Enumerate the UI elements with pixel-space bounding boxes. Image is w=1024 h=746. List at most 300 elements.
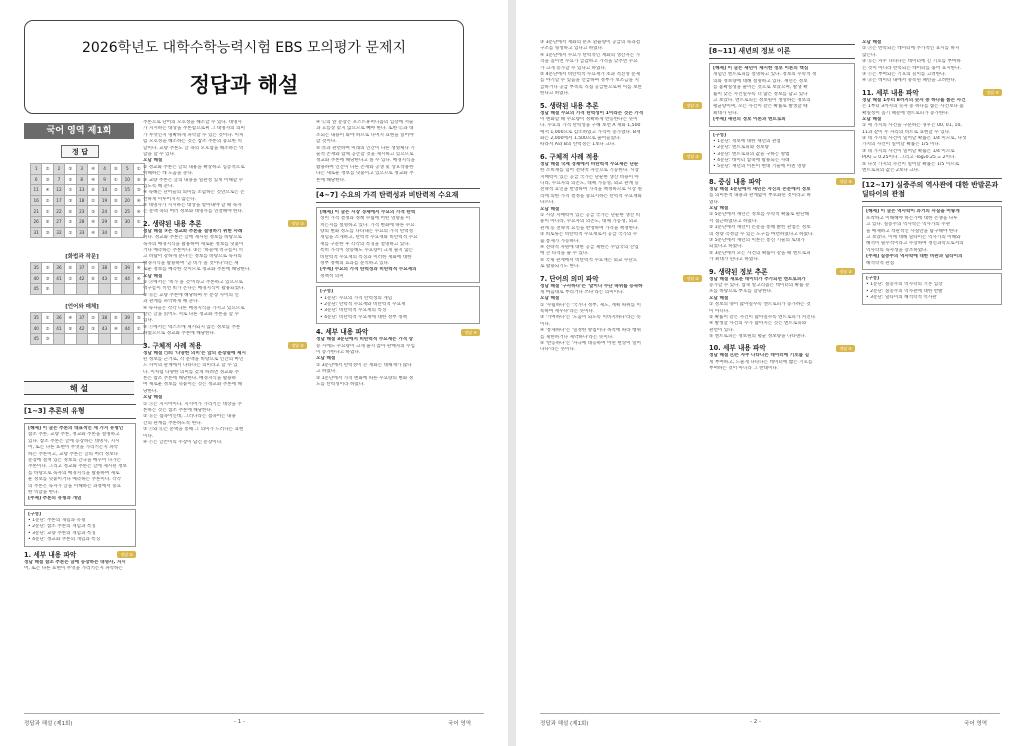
answer-row	[31, 334, 145, 345]
text-line: 론은 참조 추론에 해당한다. 배경지식을 활용하	[143, 376, 237, 382]
text-line: 구조를 형성하고 있다고 하였다.	[540, 46, 604, 52]
text-line: 로운 정보를 예측한 것이므로 정교화 추론에 해당한다.	[143, 267, 251, 273]
text-line: 간의 관계를 추론하도록 한다.	[143, 420, 203, 426]
text-line: 급하거나 공급 부족의 직접 공급한으로써 이를 보완	[540, 84, 642, 90]
question-number: 40	[31, 273, 42, 284]
text-line: 출 통제가 가능하다.	[540, 238, 580, 244]
text-line: [주제] 추론의 유형과 개념	[28, 496, 82, 502]
text-line: • 2문단: 엔트로피와 정보량	[713, 145, 769, 151]
text-line: ④ 전략적 자원에 대한 공급 제한은 수입국의 산업	[540, 244, 639, 250]
question-number: 28	[76, 216, 87, 227]
answer-choice: ⑤	[42, 216, 53, 227]
answer-tag: 정답 ④	[983, 89, 1002, 96]
text-line: • 3문단: 엔트로피의 값을 구하는 방법	[713, 151, 790, 157]
text-line: • 4문단: 비탄력적 수요재에 대한 정부 정책	[320, 314, 407, 320]
answer-choice: ④	[87, 174, 98, 185]
page-number: - 2 -	[750, 719, 761, 725]
answer-choice: ③	[42, 273, 53, 284]
answer-choice	[110, 334, 121, 345]
question-number: 29	[99, 216, 110, 227]
text-line: ④ ⓔ는 글쓴이의 주장이 담긴 문장이다.	[143, 439, 223, 445]
question-label: 11. 세부 내용 파악	[862, 88, 919, 97]
text-line: 오답 해설	[143, 395, 163, 401]
question-number: 6	[31, 174, 42, 185]
text-line: 정답 해설 수요의 가격 탄력성이 1이라는 것은 가격	[540, 110, 644, 116]
text-line: ② 1문단에서 섀넌이 논문을 통해 밝힌 관점은 정보	[709, 225, 811, 231]
answer-choice: ④	[42, 185, 53, 196]
answer-row	[31, 195, 145, 206]
text-line: 를 야기할 수 있음을 언급하며 정부가 보조금을 지	[540, 78, 639, 84]
text-line: 화는 2,000에서 1,500으로 줄어들었다.	[540, 136, 621, 142]
text-line: 로 활용되기도 한다.	[540, 264, 580, 270]
answer-choice: ③	[133, 313, 144, 324]
text-line: 정답 해설 1문단에서 섀넌은 자신의 논문에서 정보	[709, 186, 811, 192]
answer-choice: ④	[133, 263, 144, 274]
text-line: 문장에 걸쳐 있는 정보의 간극을 메꾸어 나가는	[28, 457, 122, 463]
passage-summary-box	[709, 63, 855, 127]
question-number: 1	[31, 164, 42, 175]
text-line: 과 관계를 파악하게 해 준다.	[143, 299, 200, 305]
text-line: ⑤ 대명사가 지시하는 대상을 알아내야 할 때 독자	[143, 203, 242, 209]
question-title	[862, 88, 1002, 98]
text-line: 다르다.	[540, 200, 555, 206]
text-line: • 1문단: 실증주의 역사학의 기본 입장	[866, 282, 943, 288]
question-number: 30	[122, 216, 133, 227]
question-number	[53, 334, 64, 345]
answer-row	[31, 323, 145, 334]
question-number: 41	[53, 323, 64, 334]
text-line: ⑤ 엔트로피는 정보원의 평균 정보량을 나타낸다.	[709, 334, 807, 340]
text-line: • 1문단: 수요의 가격 탄력성의 개념	[320, 295, 393, 301]
text-line: [주제] 수요의 가격 탄력성과 비탄력적 수요재의	[320, 267, 417, 273]
text-line: 론하는 것은 참조 추론에 해당한다.	[143, 408, 213, 414]
text-line: ② ⓑ는 접속어인데, 그러나라는 접속어는 내용	[143, 414, 236, 420]
section-title: 국어 영역 제1회	[24, 123, 134, 139]
text-line: 가 무엇인지 명확하게 파악할 수 있는 것이다. 이처	[143, 132, 244, 138]
passage-summary-box	[24, 423, 136, 506]
text-line: ④ 독자들은 각각 다른 배경지식을 가지고 있으므로	[143, 305, 245, 311]
question-number: 43	[99, 323, 110, 334]
answer-choice: ③	[42, 334, 53, 345]
text-line: P(A) = 0.25이다. 그리고 -log₂0.25 = 2이다.	[862, 155, 956, 161]
answer-grid-hwajak	[30, 262, 145, 295]
text-line: [구성]	[320, 289, 334, 295]
text-line: 고 보았다. 이에 대해 딜타이는 역사가의 이해와	[866, 234, 961, 240]
text-line: ① 3문단에서 탄력성이 큰 재화는 대체재가 많다	[316, 362, 412, 368]
answer-choice: ①	[87, 263, 98, 274]
answer-row	[31, 227, 145, 238]
question-number	[99, 334, 110, 345]
text-line: 도를 탄력성이라 하였다.	[316, 381, 365, 387]
answer-choice: ②	[110, 227, 121, 238]
question-label: 7. 단어의 의미 파악	[540, 274, 599, 283]
text-line: 률이 낮은 사건일수록 더 많은 정보를 담고 있다	[713, 91, 808, 97]
answer-row	[31, 206, 145, 217]
text-line: 오답 해설	[709, 206, 729, 212]
answer-choice: ⑤	[133, 174, 144, 185]
text-line: 한 역할을 한다.	[28, 489, 60, 495]
question-number: 37	[76, 263, 87, 274]
text-line: 정답 해설 3문단에서 비탄력적 수요재는 가격 상	[316, 337, 414, 343]
question-explanation	[709, 277, 855, 341]
question-label: 10. 세부 내용 파악	[709, 344, 766, 353]
question-title	[709, 343, 855, 353]
answer-choice: ⑤	[65, 263, 76, 274]
question-number: 4	[99, 164, 110, 175]
text-line: 격을 높이면 수요가 급감하고 가격을 낮추면 수요	[540, 59, 638, 65]
title-banner	[24, 20, 464, 114]
answer-choice	[110, 284, 121, 295]
footer-left: 정답과 해설 (제1회)	[24, 721, 73, 727]
answer-choice: ④	[133, 195, 144, 206]
column-1	[540, 40, 702, 710]
text-line: 정답 해설 ③은 정교화 추론을 설명하기 위한 사례	[143, 228, 243, 234]
passage-structure-box	[709, 130, 855, 174]
text-line: ③ 교량 추론은 글의 내용을 일관성 있게 이해할 수	[143, 177, 244, 183]
passage-structure-box	[316, 286, 480, 324]
text-line: 에서 1,000으로 감소하였고 가격이 증가했다. B재	[540, 129, 641, 135]
question-title	[143, 219, 307, 229]
text-line: 정답 해설 참조 추론은 글에 등장하는 대명사, 지시	[24, 559, 126, 565]
text-line: 니라, 수요자의 의존도, 대체 가능성, 외교 관계 등	[540, 181, 639, 187]
text-line: [해제] 이 글은 섀넌이 제시한 정보 이론의 핵심	[713, 66, 809, 71]
text-line: 게 부여하고, 드물게 나타나는 데이터에 짧은 기호를	[709, 359, 813, 365]
answer-tag: 정답 ③	[683, 102, 702, 109]
text-line: [해제] 이 글은 역사학이 과거의 사실을 어떻게	[866, 209, 960, 215]
text-line: [구성]	[28, 511, 42, 517]
question-label: 4. 세부 내용 파악	[316, 328, 369, 337]
question-number	[53, 284, 64, 295]
text-line: • 3문단: 교량 추론의 개념과 특징	[28, 530, 96, 536]
question-number: 40	[31, 323, 42, 334]
text-line: 가 최대가 된다고 하였다.	[709, 257, 760, 263]
answer-choice: ③	[42, 174, 53, 185]
text-line: 최대가 된다.	[713, 110, 739, 116]
text-line: 먹구름이 끼면 비가 온다는 배경지식이 활용되었다.	[143, 286, 245, 292]
text-line: 승 시에도 수요량이 크게 줄지 않아 판매자의 수입	[316, 343, 415, 349]
question-number: 42	[76, 273, 87, 284]
question-number: 35	[31, 313, 42, 324]
answer-tag: 정답 ②	[117, 551, 136, 558]
text-line: 정교화 추론에 해당한다고 볼 수 있다. 배경지식을	[316, 158, 415, 164]
question-number: 5	[122, 164, 133, 175]
text-line: 배경지식을 활용하여 '곧 비가 올 것이다'라는 새	[143, 260, 239, 266]
text-line: 할 것이다.	[316, 139, 337, 145]
question-number: 37	[76, 313, 87, 324]
passage-heading: [1~3] 추론의 유형	[24, 404, 136, 419]
text-line: 는 것이 아니라 반복되는 데이터를 묶어 표시한다.	[862, 65, 961, 71]
answer-choice: ⑤	[87, 185, 98, 196]
hwajak-label: [화법과 작문]	[65, 254, 99, 260]
text-line: ⑤ ⓒ에서는 텍스트에 제시되지 않은 정보를 추론	[143, 324, 241, 330]
text-line: 이 아니다.	[709, 308, 730, 314]
text-line: 할이다. 교량 추론도 글 속의 모호함을 해소하는 역	[143, 145, 244, 151]
text-line: • 3문단: 딜타이의 해석학적 역사관	[866, 295, 937, 301]
text-line: 리에 의한 가격 결정을 중요시하는 탄력적 수요재와	[540, 193, 642, 199]
text-line: 전략적 요인을 반영하여 가격을 책정하므로 시장 원	[540, 187, 642, 193]
text-line: 관련이 있다.	[709, 327, 735, 333]
page-1	[0, 0, 508, 746]
text-line: 할을 할 수 있다.	[143, 151, 176, 157]
passage-heading: [12~17] 실증주의 역사관에 대한 반발론과 딜타이의 관점	[862, 178, 1002, 202]
text-line: ⑤ 3문단에서 모든 사건의 확률이 같을 때 엔트로피	[709, 250, 811, 256]
question-number: 22	[53, 206, 64, 217]
text-line: [주제] 섀넌의 정보 이론과 엔트로피	[713, 117, 786, 123]
text-line: 오답 해설	[709, 295, 729, 301]
text-line: ③ 5문단에서 섀넌의 이론은 통신 기술의 토대가	[709, 237, 805, 243]
text-line: 정답 해설 ㉠의 '다양한 의미'는 앞의 문장들에 제시	[143, 350, 246, 356]
continued-text	[540, 40, 702, 98]
text-line: 따라서 A와 B의 탄력성은 1보다 크다.	[540, 142, 616, 148]
text-line: ④ 1문단에서 수요가 탄력적인 재화의 생산자는 가	[540, 52, 641, 58]
question-title	[540, 101, 702, 111]
text-line: 오답 해설	[143, 273, 163, 279]
text-line: 지배력이 있는 공급 국가는 단순한 생산 비용이 아	[540, 174, 639, 180]
question-number: 26	[31, 216, 42, 227]
answer-choice: ④	[87, 164, 98, 175]
passage-structure-box	[24, 509, 136, 547]
question-explanation	[540, 284, 702, 354]
text-line: • 2문단: 실증주의 역사관에 대한 반발	[866, 288, 943, 294]
question-number: 45	[31, 334, 42, 345]
answer-explanation-title: 정답과 해설	[189, 73, 299, 97]
text-line: 조되는 내용이 와야 하므로 나머지 표현을 읽어야	[316, 132, 414, 138]
question-explanation	[316, 337, 480, 388]
question-number: 13	[76, 185, 87, 196]
question-number: 18	[76, 195, 87, 206]
text-line: 를 불확실성을 줄이는 것으로 보았으며, 발생 확	[713, 85, 808, 91]
text-line: 를 제한하거나 제약하다'라는 뜻이다.	[540, 334, 614, 340]
answer-choice: ④	[87, 216, 98, 227]
text-line: [구성]	[713, 132, 727, 138]
text-line: • 2문단: 참조 추론의 개념과 특징	[28, 524, 96, 530]
text-line: 다. 수요의 가격 탄력성을 구해 보면 A 재화 1,500	[540, 123, 641, 129]
text-line: 포착하고 이해해야 하는가에 대한 논쟁을 다루	[866, 215, 958, 221]
answer-grid-eonmae	[30, 312, 145, 345]
answer-choice	[65, 334, 76, 345]
question-number: 44	[122, 323, 133, 334]
text-line: ② 희토류는 비탄력적 수요재로서 공급 국가의 수	[540, 232, 638, 238]
question-number	[122, 227, 133, 238]
answer-choice	[87, 284, 98, 295]
answer-choice: ③	[110, 263, 121, 274]
answer-choice: ②	[42, 323, 53, 334]
text-line: ④ '통제하다'는 '일정한 방침이나 목적에 따라 행위	[540, 328, 641, 334]
text-line: 의 정량 측정할 수 있는 도구를 마련하였다고 하였다.	[709, 231, 814, 237]
question-explanation	[540, 162, 702, 271]
text-line: [해제] 이 글은 시장 경제에서 수요의 가격 탄력	[320, 209, 416, 215]
eonmae-label: [언어와 매체]	[65, 304, 99, 310]
text-line: 운 정보를 덧붙이거나 예측하는 추론이다. 각각	[28, 477, 122, 483]
answer-row	[31, 174, 145, 185]
answer-choice: ⑤	[110, 164, 121, 175]
text-line: 술적 존재와 함께 공존할 것을 제시하고 있으므로	[316, 151, 414, 157]
text-line: 평균량이며, 모든 사건이 같은 확률로 발생할 때	[713, 104, 808, 110]
answer-choice: ②	[65, 174, 76, 185]
text-line: 치는지를 설명하고 있다. 가격 변화에 따른 수요	[320, 222, 415, 228]
answer-tag: 정답 ④	[461, 329, 480, 336]
text-line: 용이 아니라, 수요자의 의존도, 대체 가능성, 외교	[540, 219, 638, 225]
text-line: 된 정보를 근거로, 각 문맥을 바탕으로 인간의 마인	[143, 356, 244, 362]
answer-choice: ①	[133, 164, 144, 175]
answer-choice: ③	[65, 195, 76, 206]
text-line: ⑤ 다섯 가지의 사건이 일어날 확률은 1/5 이므로	[862, 161, 960, 167]
text-line: 고 보았다. 엔트로피는 정보원이 생성하는 정보의	[713, 97, 811, 103]
text-line: ① 시장 지배력이 있는 공급 국가는 단순한 생산 비	[540, 212, 641, 218]
answer-choice	[87, 334, 98, 345]
answer-choice: ③	[87, 323, 98, 334]
question-title	[709, 177, 855, 187]
text-line: 추론이다. 그리고 정교화 추론은 글에 제시된 정보	[28, 464, 127, 470]
text-line: 여 새로운 정보를 덧붙이는 것은 정교화 추론에 해	[143, 382, 242, 388]
text-line: 역사학의 독자성을 강조하였다.	[866, 247, 929, 253]
text-line: 전하게 이루어지지 않는다.	[143, 196, 197, 202]
question-number: 39	[122, 263, 133, 274]
question-number: 45	[31, 284, 42, 295]
text-line: ① 5문단에서 섀넌은 정보를 수학적 확률로 판단해	[709, 212, 810, 218]
answer-choice: ⑤	[65, 323, 76, 334]
question-number: 25	[122, 206, 133, 217]
text-line: 확실성이 높기 때문에 엔트로피가 증가한다.	[862, 110, 950, 116]
answer-choice: ③	[87, 206, 98, 217]
text-line: 이다. 정교화 추론은 글에 제시된 정보를 바탕으로	[143, 235, 242, 241]
footer-divider	[540, 713, 1000, 714]
answer-tag: 정답 ⑤	[836, 345, 855, 352]
answer-choice: ③	[65, 164, 76, 175]
passage-heading: [4~7] 수요의 가격 탄력성과 비탄력적 수요재	[316, 188, 480, 203]
text-line: 이다.	[143, 433, 154, 439]
question-explanation	[24, 560, 136, 573]
text-line: • 4문단: 정교화 추론의 개념과 특징	[28, 537, 101, 543]
question-number	[76, 334, 87, 345]
answer-choice: ②	[42, 164, 53, 175]
text-line: 엔트로피의 값은 2보다 크다.	[862, 168, 920, 174]
column-1	[24, 400, 136, 710]
question-number: 36	[53, 263, 64, 274]
passage-summary-box	[316, 207, 480, 283]
question-number: 8	[76, 174, 87, 185]
text-line: 이 변화할 때 수요량이 정확하게 반응한다는 뜻이	[540, 116, 638, 122]
text-line: 드 사이의 관계에서 나타나는 의미라고 할 수 있	[143, 363, 238, 369]
text-line: ② ⓑ는 교량 추론에 해당하며 두 문장 사이의 인	[143, 292, 239, 298]
text-line: ① 정보의 양이 많아질수록 엔트로피가 증가하는 것	[709, 302, 811, 308]
text-line: 오답 해설	[143, 158, 163, 164]
question-number: 38	[99, 313, 110, 324]
text-line: 이 증가한다고 하였다.	[316, 349, 361, 355]
text-line: 11과 같이 두 자리의 비트로 표현할 수 있다.	[862, 129, 951, 135]
text-line: 오답 해설	[540, 296, 560, 302]
question-number: 34	[99, 227, 110, 238]
footer-right: 국어 영역	[964, 721, 988, 727]
question-number: 2	[53, 164, 64, 175]
question-number: 11	[31, 185, 42, 196]
exam-title: 2026학년도 대학수학능력시험 EBS 모의평가 문제지	[82, 40, 406, 56]
text-line: 참조 추론, 교량 추론, 정교화 추론을 설명하고	[28, 432, 120, 438]
text-line: 재를 구분한 후 각각의 특징을 설명하고 있다.	[320, 241, 411, 247]
text-line: 를 의미론적 내용과 관계없이 부호화된 것이라고 하	[709, 193, 811, 199]
text-line: • 5문단: 섀넌의 이론이 현대 기술에 미친 영향	[713, 164, 806, 170]
question-number: 38	[99, 263, 110, 274]
answer-choice: ②	[110, 206, 121, 217]
answer-choice: ①	[42, 313, 53, 324]
answer-choice: ④	[65, 313, 76, 324]
text-line: 증가할 수 있다. 압축 알고리즘은 데이터의 확률 분	[709, 282, 810, 288]
text-line: 는 문맥 속의 여러 정보와 대명사를 연결해야 한다.	[143, 209, 244, 215]
text-line: [해제] 이 글은 추론의 대표적인 세 가지 유형인	[28, 426, 124, 431]
text-line: 이다.	[540, 321, 551, 327]
text-line: ① 세 가지의 사건을 구분하는 경우는 00, 01, 10,	[862, 123, 962, 129]
question-explanation	[709, 187, 855, 264]
question-number: 15	[122, 185, 133, 196]
text-line: 였다.	[709, 199, 720, 205]
answer-row	[31, 263, 145, 274]
text-line: 개념을 소개하고, 탄력적 수요재와 비탄력적 수요	[320, 235, 418, 241]
text-line: 의 추론은 독자가 글을 이해하는 과정에서 중요	[28, 483, 122, 489]
answer-choice: ①	[133, 323, 144, 334]
answer-choice: ③	[110, 216, 121, 227]
text-line: 있다.	[143, 318, 154, 324]
text-line: 은 1부터 3까지의 숫자 중 하나를 뽑는 사건보다 불	[862, 104, 964, 110]
answer-choice: ②	[110, 273, 121, 284]
text-line: ⑤ ㉤과 관련하여 미래의 인간이 다른 생명체나 기	[316, 145, 415, 151]
answer-tag: 정답 ②	[683, 275, 702, 282]
answer-tag: 정답 ③	[683, 153, 702, 160]
text-line: ④ 발생할 사건의 수가 많아지는 것은 엔트로피와	[709, 321, 807, 327]
answer-choice: ③	[42, 227, 53, 238]
continued-text	[316, 120, 480, 184]
text-line: ⑤ 국제 관계에서 비탄력적 수요재는 외교 수단으	[540, 257, 638, 263]
question-number: 10	[122, 174, 133, 185]
answer-row	[31, 284, 145, 295]
question-number: 20	[122, 195, 133, 206]
footer-left: 정답과 해설 (제1회)	[540, 721, 589, 727]
text-line: 비탄력적 수요재의 특징과 이러한 재화에 대한	[320, 254, 412, 260]
answer-choice: ②	[42, 195, 53, 206]
text-line: ⑤ '반응하다'는 '자극에 대응하여 어떤 현상이 일어	[540, 341, 641, 347]
answer-choice: ⑤	[110, 313, 121, 324]
answer-key-label: 정 답	[61, 145, 99, 158]
text-line: 거나 예측하는 추론이다. ③은 '하늘에 먹구름이 끼	[143, 248, 243, 254]
answer-tag: 정답 ⑤	[288, 342, 307, 349]
answer-choice: ⑤	[42, 284, 53, 295]
page-2	[516, 0, 1024, 746]
answer-choice: ①	[42, 206, 53, 217]
question-number: 39	[122, 313, 133, 324]
answer-choice: ③	[133, 185, 144, 196]
text-line: 정책적 의미	[320, 273, 344, 279]
text-line: 되었다고 하였다.	[709, 244, 743, 250]
question-label: 3. 구체적 사례 적용	[143, 341, 202, 350]
question-explanation	[709, 353, 855, 372]
answer-choice: ①	[133, 216, 144, 227]
text-line: 에 큰 타격을 줄 수 있다.	[540, 251, 589, 257]
text-line: ① ⓐ는 지시어이다. 지시어가 가리키는 대상을 추	[143, 401, 242, 407]
text-line: 독자의 배경지식을 활용하여 새로운 정보를 덧붙이	[143, 241, 244, 247]
answer-choice: ①	[65, 227, 76, 238]
text-line: ① ⓐ에서는 '비가 올 것'이라고 추론하고 있으므로	[143, 279, 243, 285]
answer-choice: ①	[110, 174, 121, 185]
text-line: 고 있다. 실증주의 역사학은 역사가의 주관	[866, 222, 951, 228]
text-line: 다. 이처럼 다양한 의미를 갖게 하려면 정교화 추	[143, 369, 239, 375]
text-line: 를 바탕으로 독자의 배경지식을 활용하여 새로	[28, 470, 120, 476]
text-line: 고 바람이 강하게 분다'는 정보를 바탕으로 독자의	[143, 254, 242, 260]
text-line: 않는다.	[862, 52, 877, 58]
answer-row	[31, 216, 145, 227]
text-line: 량의 변화 정도를 나타내는 수요의 가격 탄력성	[320, 229, 414, 235]
text-line: 한다고 하였다.	[540, 91, 570, 97]
text-line: • 3문단: 비탄력적 수요재의 특징	[320, 308, 387, 314]
question-number: 43	[99, 273, 110, 284]
